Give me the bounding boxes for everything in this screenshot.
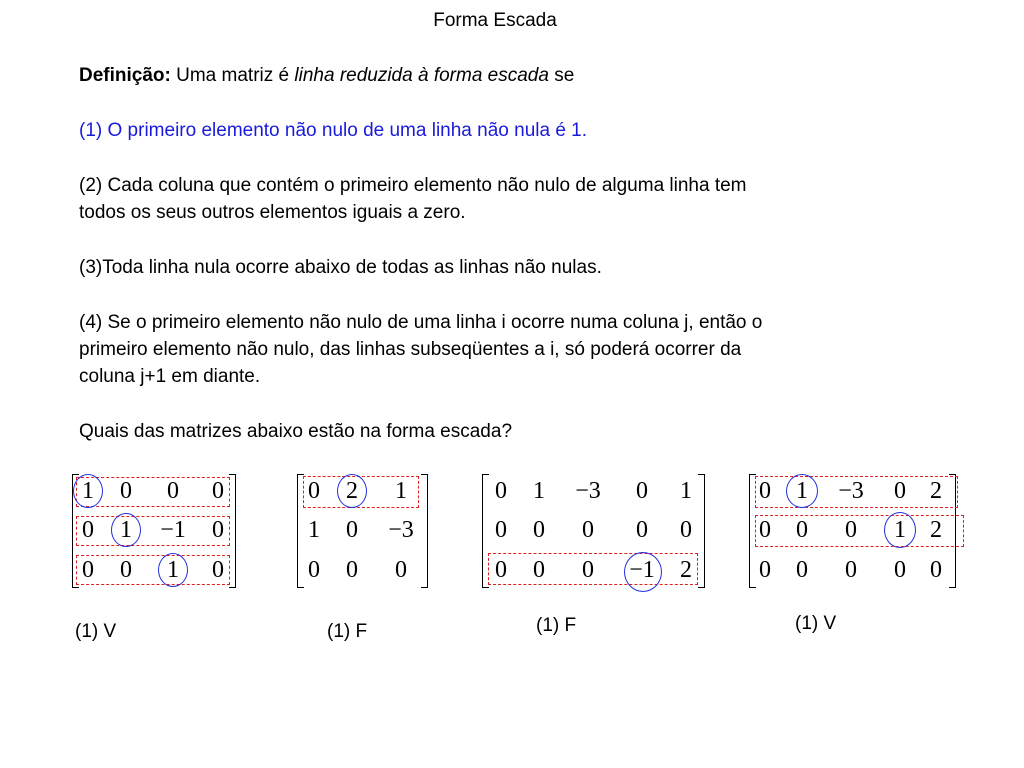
matrix-cell: 1 (680, 478, 692, 504)
matrix-cell: 0 (759, 517, 771, 543)
matrix-cell: 0 (796, 517, 808, 543)
matrix-cell: 0 (495, 557, 507, 583)
matrix-cell: 0 (395, 557, 407, 583)
matrix-2-label: (1) F (327, 621, 368, 642)
matrix-cell: 0 (759, 557, 771, 583)
rule-3: (3)Toda linha nula ocorre abaixo de todas as linhas não nulas. (79, 257, 602, 278)
matrix-1 (72, 474, 236, 588)
matrix-2 (297, 474, 428, 588)
definition-line (79, 62, 574, 89)
pivot-circle (624, 552, 662, 592)
matrix-cell: −1 (160, 517, 186, 543)
matrix-cell: 0 (533, 517, 545, 543)
slide-title: Forma Escada (433, 10, 557, 31)
rule-4-line-3: coluna j+1 em diante. (79, 366, 261, 387)
matrix-cell: 0 (636, 478, 648, 504)
matrix-cell: 0 (167, 478, 179, 504)
matrix-cell: −3 (575, 478, 601, 504)
matrix-cell: 0 (796, 557, 808, 583)
matrix-cell: 1 (894, 517, 906, 543)
matrix-cell: 1 (82, 478, 94, 504)
matrix-cell: 0 (346, 557, 358, 583)
matrix-3-label: (1) F (536, 615, 577, 636)
matrix-cell: 0 (845, 517, 857, 543)
dashed-row-box (488, 553, 698, 585)
matrix-cell: 2 (930, 517, 942, 543)
matrix-cell: 0 (894, 557, 906, 583)
matrix-4 (749, 474, 956, 588)
pivot-circle (73, 474, 103, 508)
matrix-cell: 0 (82, 557, 94, 583)
pivot-circle (158, 553, 188, 587)
matrix-cell: 0 (680, 517, 692, 543)
matrix-cell: 1 (796, 478, 808, 504)
matrix-cell: 0 (212, 478, 224, 504)
matrix-cell: 0 (120, 557, 132, 583)
matrix-cell: 1 (395, 478, 407, 504)
matrix-1-label: (1) V (75, 621, 117, 642)
matrix-cell: 0 (582, 517, 594, 543)
dashed-row-box (76, 516, 230, 546)
matrix-cell: 1 (308, 517, 320, 543)
matrix-cell: 2 (930, 478, 942, 504)
matrix-cell: 0 (636, 517, 648, 543)
definition-term: linha reduzida à forma escada (294, 65, 549, 86)
matrix-cell: 0 (495, 478, 507, 504)
rule-4-line-1: (4) Se o primeiro elemento não nulo de uma linha i ocorre numa coluna j, então o (79, 312, 763, 333)
matrix-cell: 0 (308, 557, 320, 583)
matrix-cell: 2 (680, 557, 692, 583)
matrix-4-label: (1) V (795, 613, 837, 634)
matrix-cell: −3 (838, 478, 864, 504)
matrix-3 (482, 474, 705, 588)
rule-4-line-2: primeiro elemento não nulo, das linhas subseqüentes a i, só poderá ocorrer da (79, 339, 742, 360)
matrix-cell: 0 (582, 557, 594, 583)
matrix-cell: 0 (212, 517, 224, 543)
matrix-cell: −1 (629, 557, 655, 583)
matrix-cell: 1 (533, 478, 545, 504)
matrix-cell: 0 (120, 478, 132, 504)
pivot-circle (786, 474, 818, 508)
pivot-circle (111, 513, 141, 547)
definition-label: Definição: (79, 65, 171, 86)
matrix-cell: 0 (930, 557, 942, 583)
matrix-cell: 0 (845, 557, 857, 583)
matrix-cell: 2 (346, 478, 358, 504)
matrix-cell: 0 (346, 517, 358, 543)
definition-text-2: se (548, 65, 575, 86)
matrix-cell: −3 (388, 517, 414, 543)
matrix-cell: 0 (308, 478, 320, 504)
matrix-cell: 0 (82, 517, 94, 543)
matrix-cell: 0 (495, 517, 507, 543)
matrix-cell: 0 (533, 557, 545, 583)
matrix-cell: 0 (759, 478, 771, 504)
rule-1: (1) O primeiro elemento não nulo de uma linha não nula é 1. (79, 120, 588, 141)
matrix-cell: 1 (167, 557, 179, 583)
rule-2-line-1: (2) Cada coluna que contém o primeiro elemento não nulo de alguma linha tem (79, 175, 747, 196)
matrix-cell: 0 (894, 478, 906, 504)
matrix-cell: 1 (120, 517, 132, 543)
rule-2-line-2: todos os seus outros elementos iguais a zero. (79, 202, 466, 223)
dashed-row-box (755, 515, 964, 547)
dashed-row-box (76, 555, 230, 585)
right-bracket (421, 474, 428, 588)
pivot-circle (884, 512, 916, 548)
pivot-circle (337, 474, 367, 508)
question-text: Quais das matrizes abaixo estão na forma escada? (79, 421, 513, 442)
matrix-cell: 0 (212, 557, 224, 583)
definition-text-1: Uma matriz é (170, 65, 295, 86)
